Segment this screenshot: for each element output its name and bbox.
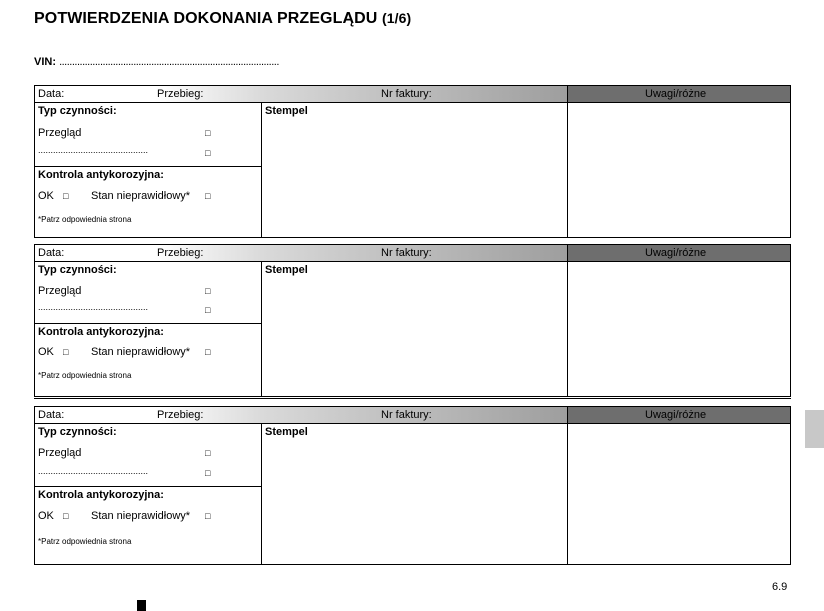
stamp-label: Stempel bbox=[265, 426, 308, 438]
bad-state-checkbox[interactable]: □ bbox=[205, 347, 211, 357]
anticorrosion-label: Kontrola antykorozyjna: bbox=[38, 169, 164, 181]
vin-label: VIN: bbox=[34, 56, 56, 68]
date-label: Data: bbox=[38, 247, 65, 259]
header-divider bbox=[567, 86, 568, 102]
column-divider bbox=[567, 102, 568, 237]
footnote: *Patrz odpowiednia strona bbox=[38, 537, 132, 546]
invoice-label: Nr faktury: bbox=[381, 409, 432, 421]
other-service-field[interactable]: ............................................ bbox=[38, 145, 149, 155]
other-service-field[interactable]: ............................................ bbox=[38, 466, 149, 476]
mileage-label: Przebieg: bbox=[157, 247, 204, 259]
column-divider bbox=[261, 261, 262, 396]
stamp-label: Stempel bbox=[265, 105, 308, 117]
record-body bbox=[34, 261, 791, 397]
record-header bbox=[34, 85, 791, 103]
inspection-label: Przegląd bbox=[38, 127, 82, 139]
date-label: Data: bbox=[38, 409, 65, 421]
ok-label: OK bbox=[38, 510, 54, 522]
footnote: *Patrz odpowiednia strona bbox=[38, 215, 132, 224]
ok-label: OK bbox=[38, 190, 54, 202]
row-divider bbox=[35, 166, 261, 167]
crop-mark bbox=[137, 600, 146, 611]
inspection-checkbox[interactable]: □ bbox=[205, 448, 211, 458]
invoice-label: Nr faktury: bbox=[381, 88, 432, 100]
mileage-label: Przebieg: bbox=[157, 88, 204, 100]
record-header bbox=[34, 244, 791, 262]
remarks-label: Uwagi/różne bbox=[645, 88, 707, 100]
bad-state-checkbox[interactable]: □ bbox=[205, 191, 211, 201]
ok-checkbox[interactable]: □ bbox=[63, 511, 69, 521]
page-count: (1/6) bbox=[382, 10, 412, 26]
remarks-label: Uwagi/różne bbox=[645, 247, 707, 259]
page-title: POTWIERDZENIA DOKONANIA PRZEGLĄDU (1/6) bbox=[34, 10, 412, 27]
date-label: Data: bbox=[38, 88, 65, 100]
vin-field[interactable] bbox=[34, 56, 279, 68]
row-divider bbox=[35, 323, 261, 324]
footnote: *Patrz odpowiednia strona bbox=[38, 371, 132, 380]
service-type-label: Typ czynności: bbox=[38, 264, 117, 276]
inspection-label: Przegląd bbox=[38, 447, 82, 459]
column-divider bbox=[567, 423, 568, 564]
mileage-label: Przebieg: bbox=[157, 409, 204, 421]
remarks-label: Uwagi/różne bbox=[645, 409, 707, 421]
column-divider bbox=[261, 423, 262, 564]
ok-checkbox[interactable]: □ bbox=[63, 191, 69, 201]
vin-dots: ...................................................................................... bbox=[59, 56, 279, 68]
other-service-checkbox[interactable]: □ bbox=[205, 468, 211, 478]
other-service-field[interactable]: ............................................ bbox=[38, 302, 149, 312]
other-service-checkbox[interactable]: □ bbox=[205, 305, 211, 315]
inspection-checkbox[interactable]: □ bbox=[205, 286, 211, 296]
separator-line bbox=[34, 398, 791, 399]
stamp-label: Stempel bbox=[265, 264, 308, 276]
header-divider bbox=[567, 407, 568, 423]
inspection-checkbox[interactable]: □ bbox=[205, 128, 211, 138]
side-tab bbox=[805, 410, 824, 448]
bad-state-checkbox[interactable]: □ bbox=[205, 511, 211, 521]
row-divider bbox=[35, 486, 261, 487]
invoice-label: Nr faktury: bbox=[381, 247, 432, 259]
bad-state-label: Stan nieprawidłowy* bbox=[91, 346, 191, 358]
other-service-checkbox[interactable]: □ bbox=[205, 148, 211, 158]
inspection-label: Przegląd bbox=[38, 285, 82, 297]
ok-checkbox[interactable]: □ bbox=[63, 347, 69, 357]
record-body bbox=[34, 102, 791, 238]
column-divider bbox=[567, 261, 568, 396]
service-type-label: Typ czynności: bbox=[38, 105, 117, 117]
bad-state-label: Stan nieprawidłowy* bbox=[91, 510, 191, 522]
column-divider bbox=[261, 102, 262, 237]
anticorrosion-label: Kontrola antykorozyjna: bbox=[38, 489, 164, 501]
ok-label: OK bbox=[38, 346, 54, 358]
anticorrosion-label: Kontrola antykorozyjna: bbox=[38, 326, 164, 338]
service-type-label: Typ czynności: bbox=[38, 426, 117, 438]
header-divider bbox=[567, 245, 568, 261]
bad-state-label: Stan nieprawidłowy* bbox=[91, 190, 191, 202]
page-number: 6.9 bbox=[772, 581, 788, 593]
record-header bbox=[34, 406, 791, 424]
record-body bbox=[34, 423, 791, 565]
